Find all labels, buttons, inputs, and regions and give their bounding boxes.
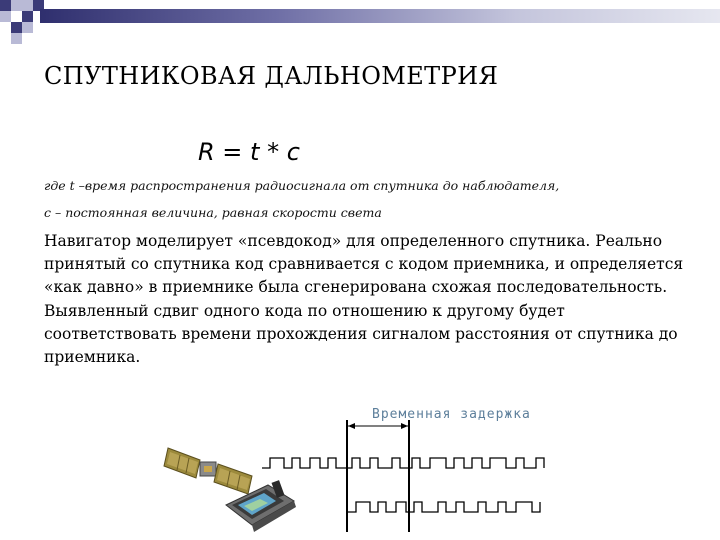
explanation-paragraph: Навигатор моделирует «псевдокод» для определенного спутника. Реально принятый со спутника код сравнивается с кодом приемника, и определяется «как давно» в приемнике была сгенерирована схожая последовательность. Выявленный сдвиг одного кода по отношению к другому будет соответствовать времени прохождения сигналом расстояния от спутника до приемника. [44, 232, 684, 367]
delay-arrow [348, 423, 408, 429]
slide-title: СПУТНИКОВАЯ ДАЛЬНОМЕТРИЯ [44, 62, 499, 90]
formula-note-time: где t –время распространения радиосигнала от спутника до наблюдателя, [44, 178, 560, 193]
satellite-code-signal [262, 458, 544, 468]
formula-note-speed: c – постоянная величина, равная скорости света [44, 205, 382, 220]
time-delay-label: Временная задержка [372, 407, 531, 422]
header-gradient-bar [40, 9, 720, 23]
range-formula: R = t * c [198, 138, 300, 166]
receiver-code-signal [348, 502, 540, 512]
code-shift-diagram [160, 420, 720, 540]
